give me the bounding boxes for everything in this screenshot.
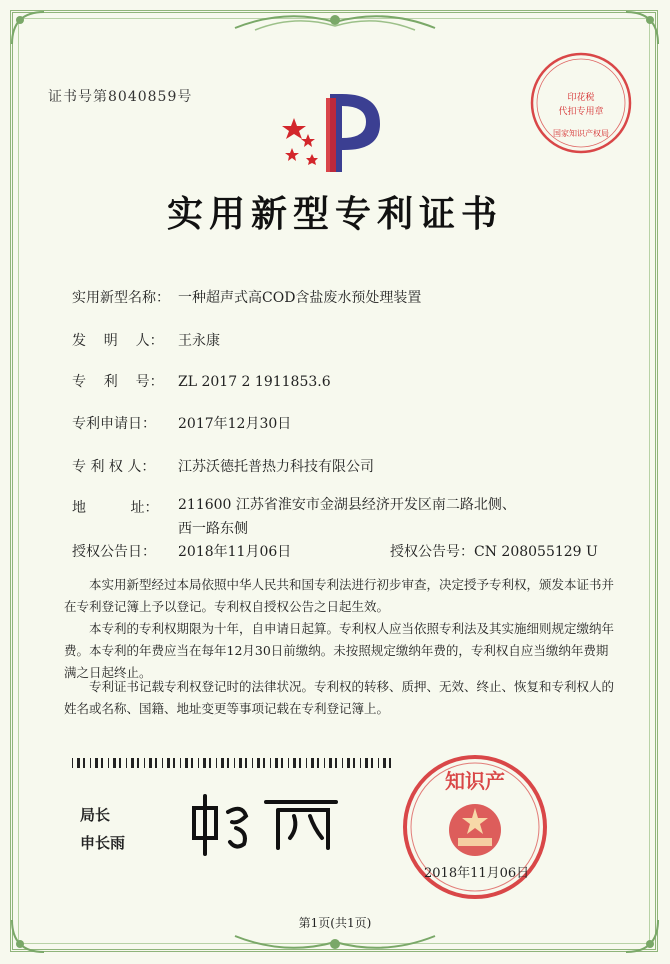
- patentee-label: 专 利 权 人：: [72, 459, 156, 475]
- patent-number-value: ZL 2017 2 1911853.6: [178, 374, 331, 390]
- grant-publication-number-row: [390, 541, 598, 561]
- page-footer: 第1页(共1页): [298, 916, 372, 930]
- certificate-title: 实用新型专利证书: [166, 193, 503, 235]
- patentee-row: [72, 456, 374, 476]
- utility-model-name-row: [72, 287, 421, 307]
- director-signature-icon: [186, 788, 346, 858]
- corner-ornament-top-left-icon: [8, 8, 48, 48]
- cnipa-logo-icon: [282, 88, 392, 178]
- bottom-ornament-icon: [225, 928, 445, 956]
- grant-publication-number-label: 授权公告号：: [390, 544, 474, 560]
- seal-date: 2018年11月06日: [424, 866, 530, 881]
- inventor-row: [72, 330, 220, 350]
- application-date-value: 2017年12月30日: [178, 416, 292, 432]
- paragraph-1: 本实用新型经过本局依照中华人民共和国专利法进行初步审查，决定授予专利权，颁发本证书并在专利登记簿上予以登记。专利权自授权公告之日起生效。: [64, 577, 615, 614]
- grant-publication-number-value: CN 208055129 U: [474, 544, 598, 560]
- director-title: 局长: [80, 806, 111, 824]
- patentee-value: 江苏沃德托普热力科技有限公司: [178, 459, 374, 475]
- grant-publication-date-value: 2018年11月06日: [178, 544, 292, 560]
- application-date-label: 专利申请日：: [72, 416, 156, 432]
- grant-publication-date-row: [72, 541, 291, 561]
- patent-number-row: [72, 371, 331, 391]
- svg-text:知识产: 知识产: [445, 769, 505, 793]
- stamp-duty-seal-icon: [528, 50, 634, 156]
- director-name: 申长雨: [80, 834, 126, 852]
- utility-model-name-value: 一种超声式高COD含盐废水预处理装置: [178, 290, 422, 306]
- svg-text:国家知识产权局: 国家知识产权局: [553, 129, 609, 138]
- inventor-label: 发 明 人：: [72, 333, 164, 349]
- svg-text:印花税: 印花税: [567, 93, 595, 103]
- paragraph-2: 本专利的专利权期限为十年，自申请日起算。专利权人应当依照专利法及其实施细则规定缴纳年费。本专利的年费应当在每年12月30日前缴纳。未按照规定缴纳年费的，专利权自应当缴纳年费期满之日起终止。: [64, 621, 615, 680]
- utility-model-name-label: 实用新型名称：: [72, 290, 170, 306]
- address-label: 地 址：: [72, 500, 159, 516]
- application-date-row: [72, 413, 291, 433]
- top-ornament-icon: [225, 8, 445, 36]
- corner-ornament-top-right-icon: [622, 8, 662, 48]
- paragraph-3: 专利证书记载专利权登记时的法律状况。专利权的转移、质押、无效、终止、恢复和专利权人的姓名或名称、国籍、地址变更等事项记载在专利登记簿上。: [64, 679, 615, 716]
- certificate-number: 证书号第8040859号: [48, 89, 193, 105]
- inventor-value: 王永康: [178, 333, 220, 349]
- grant-publication-date-label: 授权公告日：: [72, 544, 156, 560]
- address-row: [72, 497, 178, 517]
- svg-text:代扣专用章: 代扣专用章: [558, 107, 604, 117]
- barcode-icon: [72, 758, 392, 768]
- address-value: 211600 江苏省淮安市金湖县经济开发区南二路北侧、西一路东侧: [178, 497, 516, 537]
- patent-number-label: 专 利 号：: [72, 374, 164, 390]
